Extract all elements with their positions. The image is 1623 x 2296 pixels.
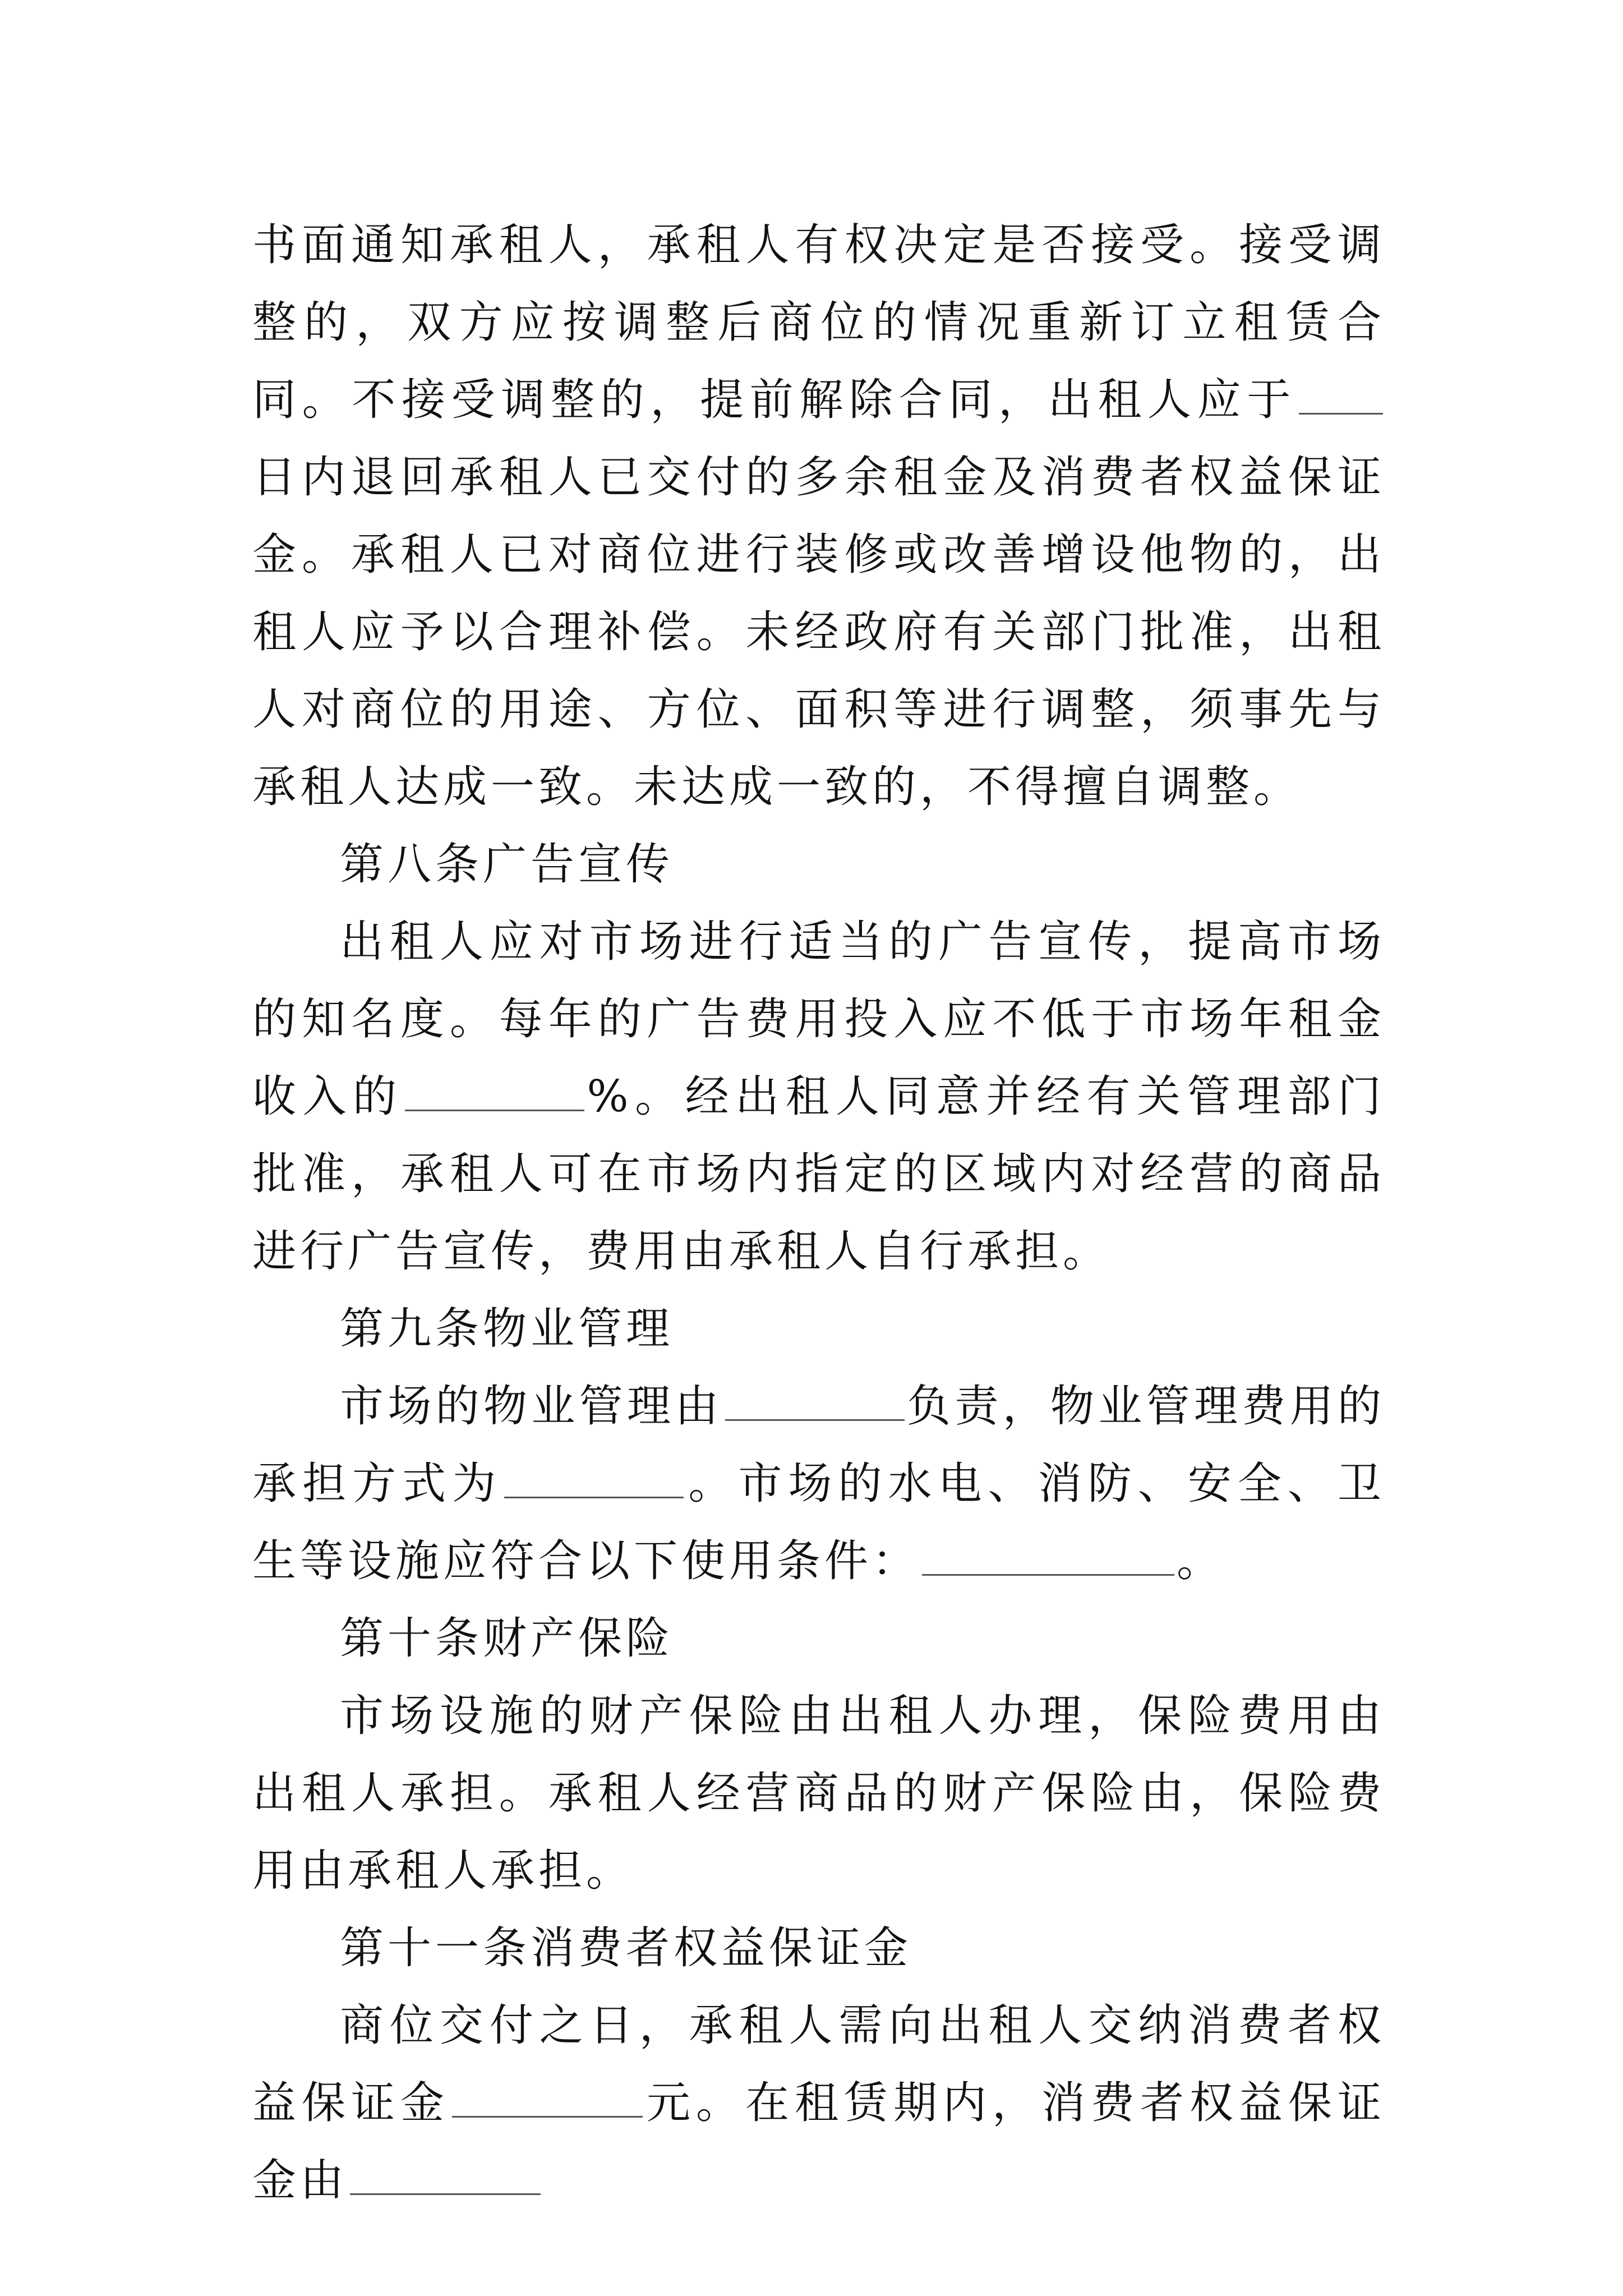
manager-blank <box>725 1384 905 1421</box>
paragraph-advertising-part-b: %。经出租人同意并经有关管理部门批准，承租人可在市场内指定的区域内对经营的商品进行广告宣传，费用由承租人自行承担。 <box>252 1071 1385 1277</box>
days-blank <box>1299 378 1383 415</box>
paragraph-property-part-c: 。市场的水电、消防、安全、卫生等设施应符合以下使用条件： <box>252 1458 1385 1586</box>
contract-text <box>252 206 1385 2219</box>
paragraph-property-part-d: 。 <box>1177 1536 1225 1586</box>
heading-article-10: 第十条财产保险 <box>340 1613 674 1664</box>
paragraph-advertising <box>252 903 1385 1290</box>
paragraph-advertising-part-a: 出租人应对市场进行适当的广告宣传，提高市场的知名度。每年的广告费用投入应不低于市场年租金收入的 <box>252 917 1385 1122</box>
conditions-blank <box>922 1539 1174 1576</box>
heading-article-11: 第十一条消费者权益保证金 <box>340 1923 912 1973</box>
paragraph-deposit-part-a: 商位交付之日，承租人需向出租人交纳消费者权益保证金 <box>252 2000 1385 2128</box>
heading-article-9: 第九条物业管理 <box>340 1304 674 1354</box>
deposit-amount-blank <box>452 2081 643 2118</box>
paragraph-adjustment <box>252 206 1385 826</box>
paragraph-property-part-a: 市场的物业管理由 <box>340 1381 723 1432</box>
fee-method-blank <box>504 1462 684 1498</box>
paragraph-deposit-part-b: 元。在租赁期内，消费者权益保证金由 <box>252 2078 1385 2206</box>
paragraph-property-part-b: 负责，物业管理费用的承担方式为 <box>252 1381 1385 1509</box>
paragraph-insurance: 市场设施的财产保险由出租人办理，保险费用由出租人承担。承租人经营商品的财产保险由，保险费用由承租人承担。 <box>252 1691 1385 1896</box>
paragraph-deposit <box>252 1987 1385 2219</box>
paragraph-property-management <box>252 1368 1385 1600</box>
paragraph-adjustment-part-b: 日内退回承租人已交付的多余租金及消费者权益保证金。承租人已对商位进行装修或改善增设他物的，出租人应予以合理补偿。未经政府有关部门批准，出租人对商位的用途、方位、面积等进行调整，须事先与承租人达成一致。未达成一致的，不得擅自调整。 <box>252 452 1385 812</box>
deposit-holder-blank <box>350 2159 541 2195</box>
paragraph-adjustment-part-a: 书面通知承租人，承租人有权决定是否接受。接受调整的，双方应按调整后商位的情况重新订立租赁合同。不接受调整的，提前解除合同，出租人应于 <box>252 220 1385 425</box>
percent-blank <box>405 1075 584 1111</box>
heading-article-8: 第八条广告宣传 <box>340 839 674 890</box>
